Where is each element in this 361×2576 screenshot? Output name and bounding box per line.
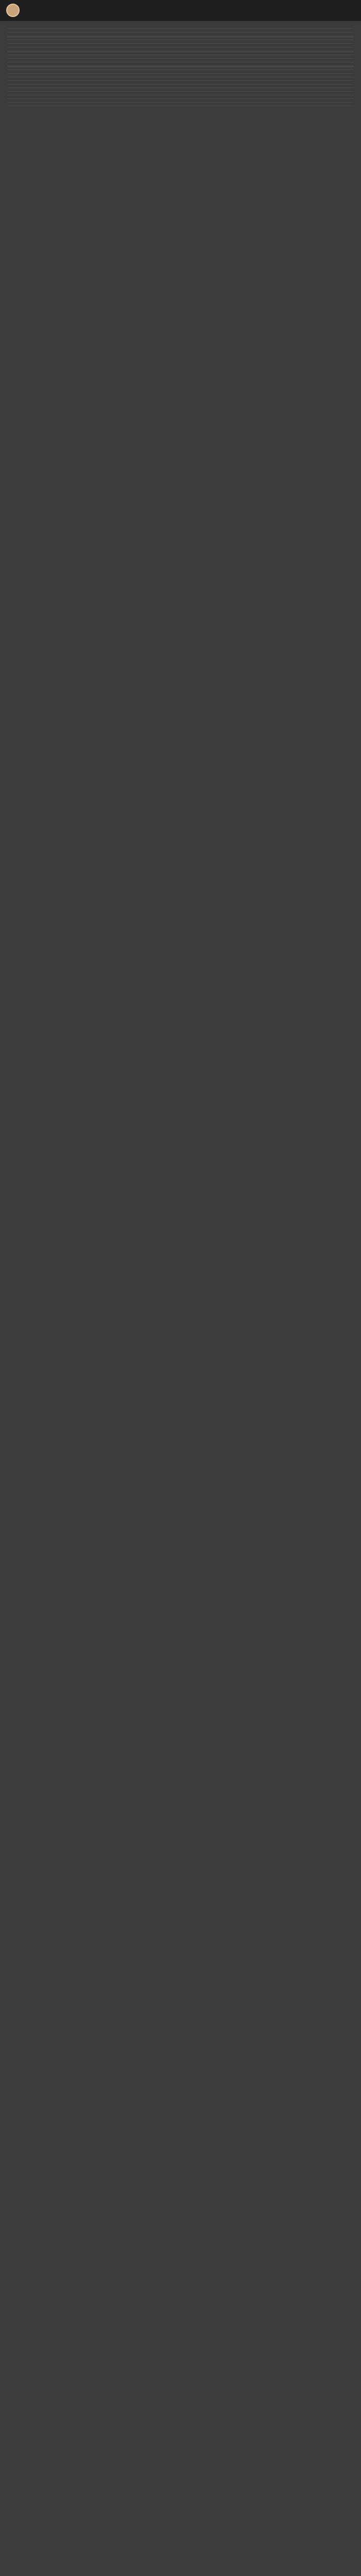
divider (7, 91, 354, 92)
divider (7, 102, 354, 103)
avatar-icon[interactable] (6, 4, 20, 17)
divider (7, 80, 354, 81)
divider (7, 98, 354, 99)
header (0, 0, 361, 21)
divider (7, 58, 354, 59)
divider (7, 43, 354, 44)
quoted-reply (7, 50, 354, 53)
divider (7, 73, 354, 74)
divider (7, 28, 354, 29)
quoted-reply (7, 65, 354, 67)
quoted-reply (7, 36, 354, 38)
comment-thread (0, 21, 361, 106)
